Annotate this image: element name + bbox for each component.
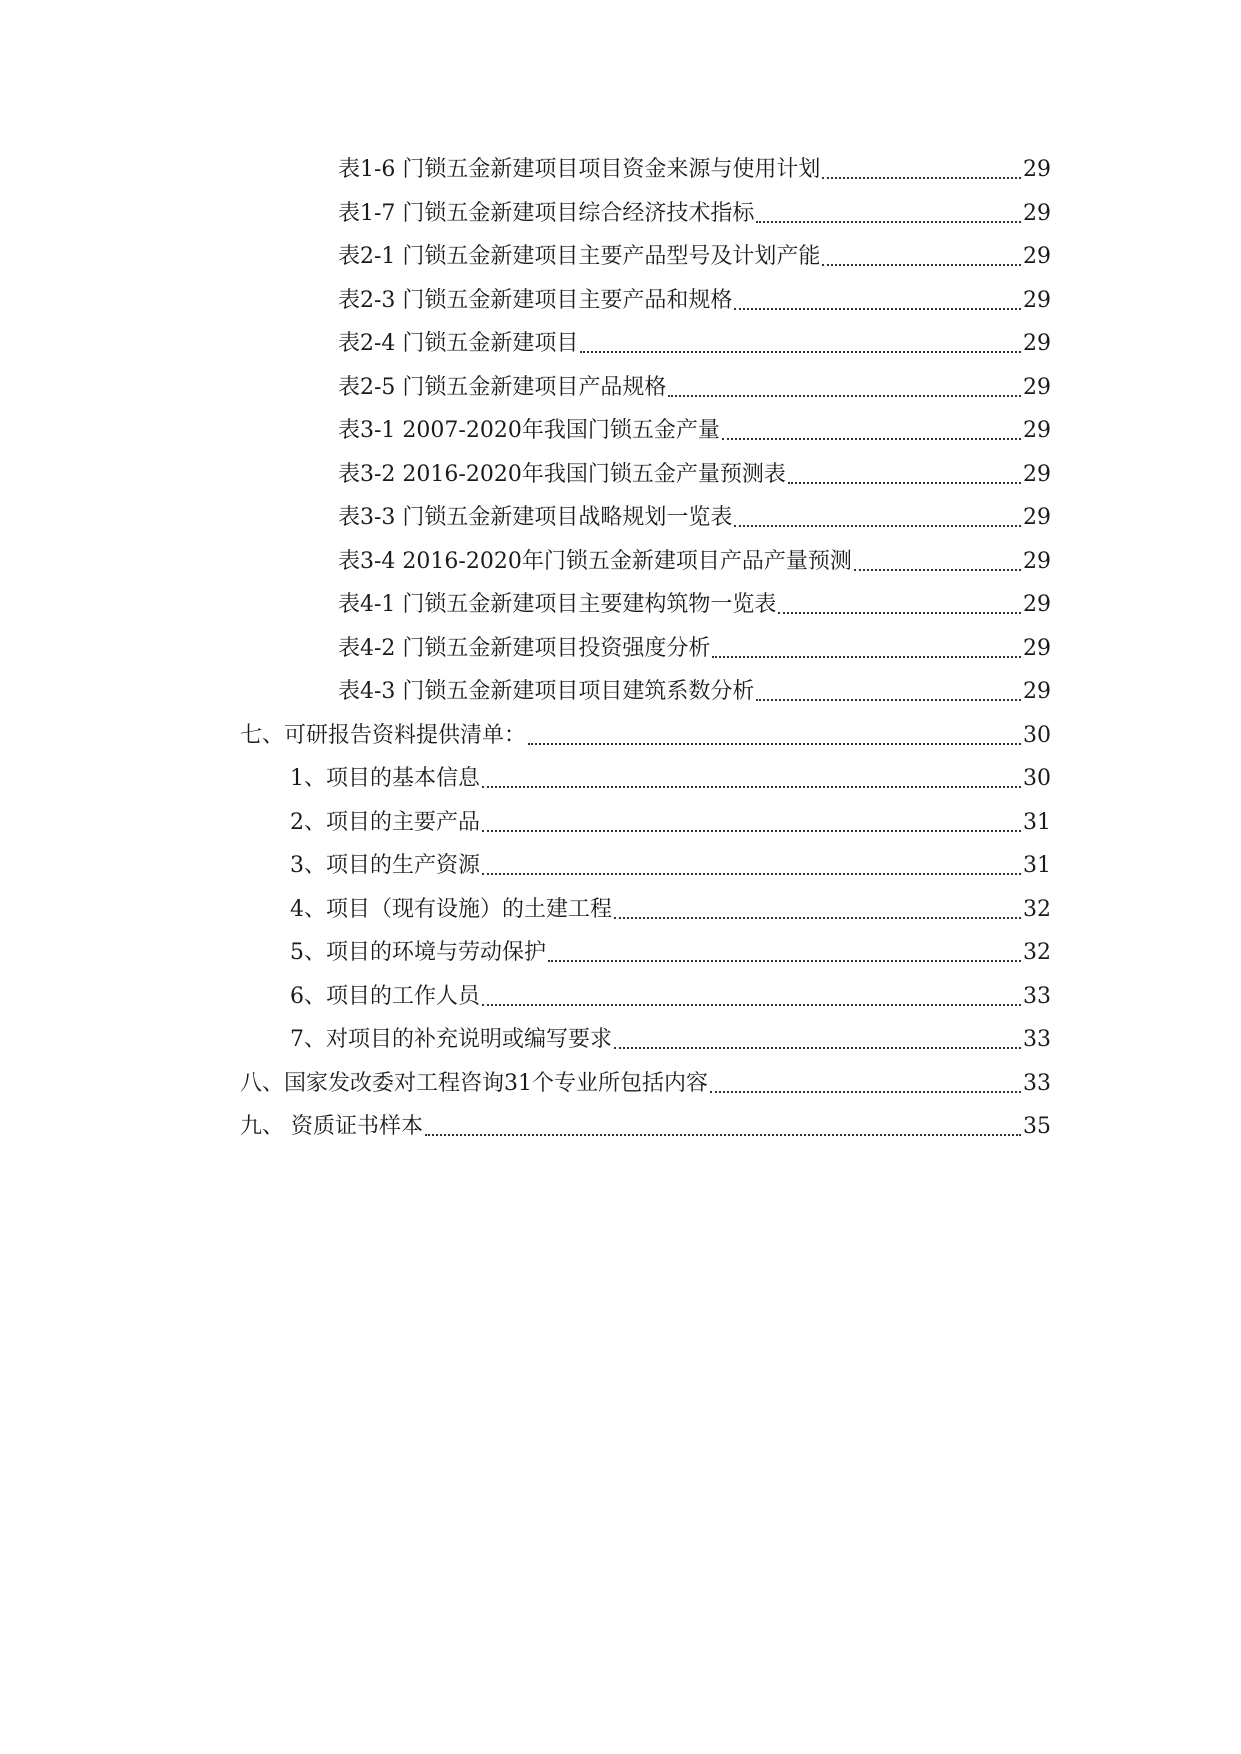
toc-entry[interactable] — [240, 1064, 1051, 1104]
toc-entry-page: 29 — [1023, 331, 1051, 356]
toc-entry[interactable] — [290, 890, 1051, 930]
toc-entry-label: 表3-3 门锁五金新建项目战略规划一览表 — [338, 505, 733, 530]
toc-entry-page: 35 — [1023, 1114, 1051, 1139]
toc-entry-label: 表2-5 门锁五金新建项目产品规格 — [338, 374, 667, 400]
toc-entry-label: 表4-2 门锁五金新建项目投资强度分析 — [338, 635, 711, 661]
toc-entry-page: 33 — [1023, 983, 1051, 1009]
toc-entry-label: 九、 资质证书样本 — [240, 1114, 423, 1139]
toc-entry[interactable] — [290, 1020, 1051, 1060]
toc-entry-page: 32 — [1023, 940, 1051, 965]
toc-dot-leader — [580, 324, 1021, 364]
toc-dot-leader — [734, 281, 1021, 321]
toc-entry-label: 表3-1 2007-2020年我国门锁五金产量 — [338, 418, 720, 443]
toc-entry-label: 1、项目的基本信息 — [290, 766, 480, 791]
toc-entry-page: 29 — [1023, 374, 1051, 400]
toc-entry-label: 表3-2 2016-2020年我国门锁五金产量预测表 — [338, 461, 786, 487]
toc-entry-page: 30 — [1023, 722, 1051, 748]
toc-entry-label: 6、项目的工作人员 — [290, 983, 480, 1009]
toc-dot-leader — [756, 194, 1021, 234]
toc-entry-page: 29 — [1023, 635, 1051, 661]
toc-entry[interactable] — [338, 281, 1051, 321]
toc-entry-page: 32 — [1023, 896, 1051, 922]
toc-dot-leader — [734, 498, 1021, 538]
toc-entry[interactable] — [290, 846, 1051, 886]
toc-entry-page: 31 — [1023, 853, 1051, 878]
toc-entry[interactable] — [290, 933, 1051, 973]
toc-dot-leader — [548, 933, 1021, 973]
toc-dot-leader — [482, 977, 1021, 1017]
toc-entry-page: 29 — [1023, 287, 1051, 313]
toc-dot-leader — [788, 455, 1021, 495]
toc-entry-page: 29 — [1023, 461, 1051, 487]
toc-dot-leader — [712, 629, 1021, 669]
toc-entry[interactable] — [290, 803, 1051, 843]
toc-entry[interactable] — [338, 324, 1051, 364]
toc-dot-leader — [668, 368, 1021, 408]
toc-entry-label: 表3-4 2016-2020年门锁五金新建项目产品产量预测 — [338, 548, 852, 574]
toc-entry-page: 30 — [1023, 766, 1051, 791]
toc-entry[interactable] — [290, 977, 1051, 1017]
toc-entry[interactable] — [338, 498, 1051, 538]
toc-dot-leader — [425, 1107, 1021, 1147]
toc-dot-leader — [854, 542, 1021, 582]
toc-dot-leader — [778, 585, 1021, 625]
toc-entry-label: 表1-7 门锁五金新建项目综合经济技术指标 — [338, 200, 755, 226]
toc-entry-label: 表4-1 门锁五金新建项目主要建构筑物一览表 — [338, 592, 777, 617]
toc-entry[interactable] — [338, 585, 1051, 625]
toc-dot-leader — [614, 890, 1021, 930]
toc-dot-leader — [482, 803, 1021, 843]
toc-entry[interactable] — [240, 716, 1051, 756]
toc-dot-leader — [614, 1020, 1021, 1060]
toc-entry-page: 29 — [1023, 157, 1051, 182]
toc-dot-leader — [482, 846, 1021, 886]
toc-entry-label: 七、可研报告资料提供清单： — [240, 722, 527, 748]
toc-entry[interactable] — [290, 759, 1051, 799]
toc-entry-page: 33 — [1023, 1027, 1051, 1052]
toc-entry-label: 表4-3 门锁五金新建项目项目建筑系数分析 — [338, 679, 755, 704]
toc-entry[interactable] — [338, 150, 1051, 190]
toc-entry-page: 29 — [1023, 548, 1051, 574]
toc-entry-page: 29 — [1023, 679, 1051, 704]
toc-dot-leader — [482, 759, 1021, 799]
toc-entry[interactable] — [338, 411, 1051, 451]
toc-dot-leader — [710, 1064, 1021, 1104]
toc-entry-label: 表1-6 门锁五金新建项目项目资金来源与使用计划 — [338, 157, 821, 182]
toc-dot-leader — [822, 237, 1021, 277]
toc-entry[interactable] — [338, 542, 1051, 582]
toc-entry-label: 八、国家发改委对工程咨询31个专业所包括内容 — [240, 1070, 708, 1096]
toc-entry[interactable] — [338, 368, 1051, 408]
toc-dot-leader — [756, 672, 1021, 712]
toc-entry-label: 3、项目的生产资源 — [290, 853, 480, 878]
toc-entry-label: 表2-1 门锁五金新建项目主要产品型号及计划产能 — [338, 244, 821, 269]
toc-entry-page: 29 — [1023, 592, 1051, 617]
toc-entry[interactable] — [338, 194, 1051, 234]
toc-entry-label: 表2-3 门锁五金新建项目主要产品和规格 — [338, 287, 733, 313]
toc-entry[interactable] — [240, 1107, 1051, 1147]
toc-entry-label: 4、项目（现有设施）的土建工程 — [290, 896, 612, 922]
toc-dot-leader — [822, 150, 1021, 190]
toc-entry[interactable] — [338, 672, 1051, 712]
toc-entry-page: 29 — [1023, 505, 1051, 530]
toc-entry-page: 31 — [1023, 809, 1051, 835]
toc-entry-label: 7、对项目的补充说明或编写要求 — [290, 1027, 612, 1052]
toc-entry-page: 29 — [1023, 200, 1051, 226]
toc-entry[interactable] — [338, 237, 1051, 277]
toc-entry[interactable] — [338, 455, 1051, 495]
toc-entry-page: 33 — [1023, 1070, 1051, 1096]
toc-dot-leader — [722, 411, 1021, 451]
toc-entry[interactable] — [338, 629, 1051, 669]
toc-entry-label: 表2-4 门锁五金新建项目 — [338, 331, 579, 356]
toc-dot-leader — [528, 716, 1021, 756]
toc-entry-page: 29 — [1023, 418, 1051, 443]
toc-entry-label: 2、项目的主要产品 — [290, 809, 480, 835]
toc-entry-page: 29 — [1023, 244, 1051, 269]
toc-entry-label: 5、项目的环境与劳动保护 — [290, 940, 546, 965]
